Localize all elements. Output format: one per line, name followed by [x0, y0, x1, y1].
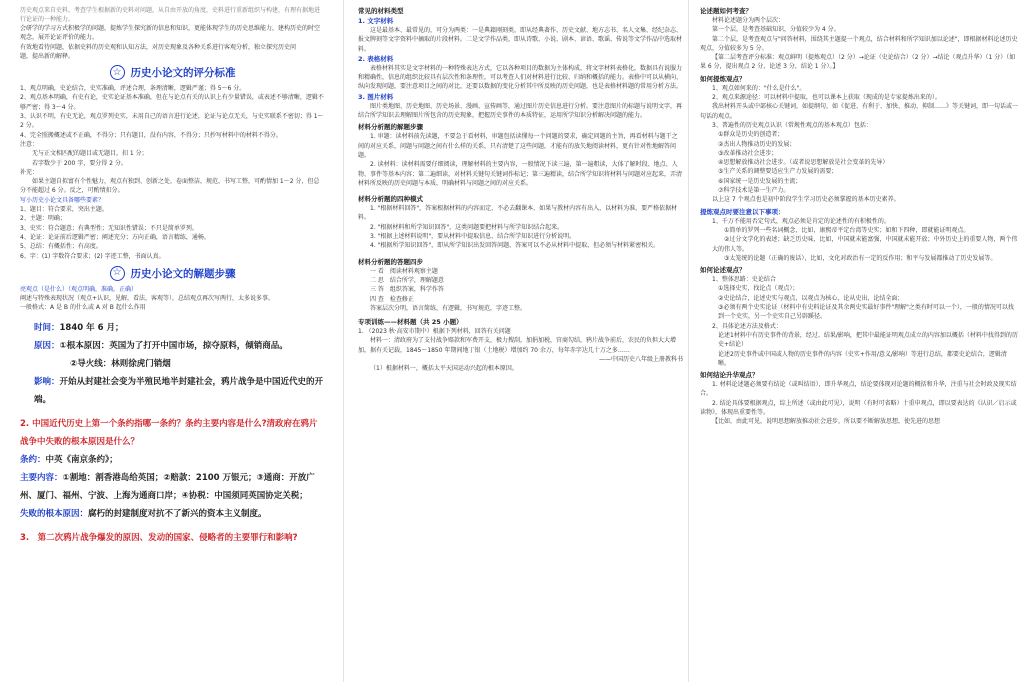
section-heading: 专项训练——材料题（共 25 小题） — [358, 318, 463, 327]
material-types: 1. 文字材料 这是最基本、最常见的，可分为两类：一是典籍刚刻类，即从经典著作、历史文献、地方志书、名人文集、经纪杂志、报文牌刻等文字资料中摘取的片段材料。二是文学作品类，即从诗歌、小说、剧本、谚语、歌谣、传说等文学作品中选取材料。 2. 表格材料 表格材料其实是文字材料的一种特殊表达方式，它以各种项目的数据为主体构成，将文字材料表格化，数据具有说服力和精确性，信息的组织比较具有层次性和条理性，可以考查人们对材料进行比较、归纳和概括的能力。表格中可以从横向、纵向发现问题，要注意项目之间的对比，还要以数据的变化分析其中所反映的历史问题，也是表格材料题的常用分析方法。 3. 图片材料 图片类地图、历史地图、历史场景、漫画、宣传画等，通过图片历史信息进行分析。要注意图片的标题与说明文字，再结合所学知识去理解图片所包含的历史现象，把握历史事件的本质特征，运用所学知识分析解决问题的能力。 — [358, 17, 683, 120]
question-2: 2. 中国近代历史上第一个条约指哪一条约？条约主要内容是什么?清政府在鸦片战争中失败的根本原因是什么？ 条约：中英《南京条约》； 主要内容：①割地：割香港岛给英国；②赔款：2100 万银元；③通商：开放广州、厦门、福州、宁波、上海为通商口岸；④协税：中国须同英国协定关税； 失败的根本原因：腐朽的封建制度对抗不了新兴的资本主义制度。 — [20, 418, 318, 519]
opium-war-block: 时间：1840 年 6 月； 原因：①根本原因：英国为了打开中国市场，掠夺原料，倾销商品。 ②导火线：林则徐虎门销烟 影响：开始从封建社会变为半殖民地半封建社会，鸦片战争是中国近代史的开端。 — [34, 322, 324, 405]
method-list: 1. 审题：读材料前先读题，不要急于看材料，审题包括读懂每一个问题的要求，确定问题的主旨，再看材料与题干之间的对应关系，问题与问题之间有什么样的关系，只有清楚了这些问题，才能有的放矢地阅读材料，更有针对性地解答问题。 2. 读材料：读材料需要仔细阅读，理解材料的主要内容，一般情况下读三遍，第一遍粗读，大体了解时段、地点、人物、事件等基本内容；第二遍细读，对材料关键句关键词作标记；第三遍精读，结合所学知识将材料与问题对应起来，弄清材料所反映的历史问题与本质，明确材料与问题之间的对应关系。 — [358, 133, 683, 187]
extract-list: 1、观点如何来的："什么是什么"。 2、观点来源途径：可以材料中提取，也可以课本上获取（现成的是专家提炼出来的）。 我出材料开头或中部核心关键词，如提纲句，如《促进、有利于、加快、推动、抑制……》等关键词，即一句话或一句话的观点。 3、普遍性的历史观点认识（常规性观点的基本观点）包括： — [700, 84, 1019, 129]
answer-steps: 一 看 阅读材料观察主题 二 思 结合所学，理解题意 三 答 组织答案，科学作答 四 查 检查修正 答案层次分明，语言简练，有逻辑，书写规范，字迹工整。 — [370, 267, 527, 312]
write-elements-link: 写小历史小论文具备哪些要素？ — [20, 196, 105, 204]
pattern-list: 1. "根据材料回答"，答案根据材料的内容而定，不必去翻课本，如果与教材内容有出入，以材料为准，要严格依据材料。 2. "根据材料和所学知识回答"，这类问题要把材料与所学知识结合起来。 3. "根据上述材料说明"，要从材料中提取信息，结合所学知识进行分析说明。 4. "根据所学知识回答"，即从所学知识出发回答问题，答案可以不必从材料中提取，但必须与材料紧密相关。 — [358, 205, 678, 250]
steps-list: 亮观点（是什么）（观点明确，准确，正确） 阐述与特殊表现状况（观点+认识，见解，看法，客观等），总结观点再次写两行，太多说多事。 一般格式：A 是 B 的什么或 A 对 B 起什么作用 — [20, 285, 275, 312]
section-heading: 如何结论升华观点？ — [700, 371, 759, 380]
exercise-block: 1. （2023 秋·高安市期中）根据下列材料，回答有关问题 材料一：清政府为了支付战争赔款和军费开支，极力搜刮，加捐加税，官商勾结，鸦片战争前后，农民的负担大大增加，据有关记载，1845～1850 年期间地丁银（土地税）增加约 70 余万，每年赤字达几十万之多…… ——中国历史八年级上册教科书 （1）根据材料一，概括太平天国运动兴起的根本原因。 — [358, 328, 683, 373]
section-title-steps: ☆ 历史小论文的解题步骤 — [20, 266, 325, 281]
section-heading: 如何提炼观点？ — [700, 74, 746, 83]
column-divider — [343, 0, 344, 682]
views-list: ①群众是历史的创造者； ②杰出人物推动历史的发展； ③改革推动社会进步； ④思想解放推动社会进步。（或者说思想解放是社会变革的先导） ⑤生产关系的调整要适应生产力发展的需要； ⑥国家统一是历史发展的主流； ⑦科学技术是第一生产力。 — [718, 131, 889, 195]
intro-text: 历史观点来自史料，考查学生根据新的史料对问题，从自由开放的角度，史料进行重新组织与构建，有理有据地进行论证的一种能力。 会研学的学习方式积极学的问题，提炼学生探究新的信息和知识，更能体现学生的历史思维能力，建构历史的时空观念，展开论证评价的能力。 有效地看待问题，依据史料的历史观和认知方法，对历史现象及各种关系进行客观分析，独立探究历史问 题，提出新的解释。 — [20, 7, 321, 60]
criteria-list: 1、观点明确，史论结合，史实准确，评述合理，条理清晰，逻辑严谨；得 5～6 分。 2、观点基本明确，有史有论，史实论证基本准确，但在与论点有关的认识上有少量错误，或表述不够清晰，逻辑不够严密；得 3～4 分。 3、认识不明，有史无论，观点罗列史实，未用自己的语言进行论述，论证与论点无关，与史实联系不密切；得 1～2 分。 4、完全照搬概述或不正确，不得分；只有题目，没有内容，不得分；只抄写材料中的材料不得分。 注意： 无与正文相匹配的题目或无题目，扣 1 分； 若字数少于 200 字，要分得 2 分。 补充： 如果主题自拟富有个性魅力，观点有独到、创新之处，卷面整洁，规范，书写工整，可酌情加 1～2 分，但总分不能超过 6 分。反之，可酌情扣分。 写小历史小论文具备哪些要素？ 1、题目：符合要求，突出主题。 2、主题：明确； 3、史实：符合题意；有典型性；无知识性错误；不只是简单罗列。 4、论证：论证前后逻辑严密；阐述充分；方向正确，语言精练，通畅。 5、总结：有概括性；有高度。 6、字：(1) 字数符合要求；(2) 字迹工整，书面认真。 — [20, 85, 324, 260]
left-page — [0, 0, 335, 682]
summary-list: 1. 材料论述题必须要有结论（或叫结语），即升华观点，结论要体现对论题的概括和升华，注重与社会时政及现实结合。 2. 结论具体要根据观点，综上所述（或由此可见），说明（有时可省略）十重申观点，即以要表达的《认识／启示或读物》，体现出重要性等。 【比如，由此可见，说明思想解放推动社会进步，所以要不断解放思想，使先进的思想 — [700, 381, 1017, 426]
argue-list: 1、整体思路：史论结合 ①选择史实，找论点（观点）； ②史论结合，论述史实与观点，以观点为核心，论从史出，论结全面； ③必须有两个史实论证（材料中有史料论证及其余两史实最好事件"理解"之类有时可以一个），一般的情况可以找到一个史实，另一个史实自己另辟蹊径。 2、具体论述方法及格式： 论述1材料中有历史事件的背景，经过、结果/影响，把其中最能证明观点成立的内容加以概括（材料中找得到的历史+结论） 论述2历史事件或中国或人物的历史事件的内容（史实+作用/意义/影响）等进行总结，都要史论结合，逻辑清晰。 — [712, 276, 1018, 367]
star-icon: ☆ — [110, 266, 125, 281]
section-heading: 提炼观点时要注意以下事项： — [700, 207, 785, 216]
middle-page — [348, 0, 693, 682]
right-page: 论述题如何考查？ 材料论述题分为两个层次： 第一个层，是考查基础知识，分值较少为 4 分。 第二个层，是考查观点与"问答材料，围绕其主题提一个观点，结合材料和所学知识加以论述"，即根据材料论述历史观点，分值较多为 5 分。 【第二层考查评分标准：观点鲜明（提炼观点）（2 分）→论证（史论结合）（2 分）→结论（观点升华）（1 分）（如果 6 分，提出观点 2 分，论述 3 分，结论 1 分）。】 如何提炼观点？ 1、观点如何来的："什么是什么"。 2、观点来源途径：可以材料中提取，也可以课本上获取（现成的是专家提炼出来的）。 我出材料开头或中部核心关键词，如提纲句，如《促进、有利于、加快、推动、抑制……》等关键词，即一句话或一句话的观点。 3、普遍性的历史观点认识（常规性观点的基本观点）包括： ①群众是历史的创造者； ②杰出人物推动历史的发展； ③改革推动社会进步； ④思想解放推动社会进步。（或者说思想解放是社会变革的先导） ⑤生产关系的调整要适应生产力发展的需要； ⑥国家统一是历史发展的主流； ⑦科学技术是第一生产力。 以上这 7 个观点也是初中阶段学生学习历史必须掌握的基本历史素养。 提炼观点时要注意以下事项： 1、千万不能用否定句式，观点必须是肯定的论述性的有积极性的。 ①简单的罗列一些名词概念，比如，康熙帝平定台湾等史实；如和下四种，即就能证明观点。 ②过分文学化的表述；缺乏历史味，比如，中国就未能富强，中国就未能开放；中外历史上的重要人物，两个伟大的伟人等。 ③太笼统的论题（正确的废话），比如，文化对政治有一定的反作用；和平与发展都推动了历史发展等。 如何论述观点？ 1、整体思路：史论结合 ①选择史实，找论点（观点）； ②史论结合，论述史实与观点，以观点为核心，论从史出，论结全面； ③必须有两个史实论证（材料中有史料论证及其余两史实最好事件"理解"之类有时可以一个），一般的情况可以找到一个史实，另一个史实自己另辟蹊径。 2、具体论述方法及格式： 论述1材料中有历史事件的背景，经过、结果/影响，把其中最能证明观点成立的内容加以概括（材料中找得到的历史+结论） 论述2历史事件或中国或人物的历史事件的内容（史实+作用/意义/影响）等进行总结，都要史论结合，逻辑清晰。 如何结论升华观点？ 1. 材料论述题必须要有结论（或叫结语），即升华观点，结论要体现对论题的概括和升华，注重与社会时政及现实结合。 2. 结论具体要根据观点，综上所述（或由此可见），说明（有时可省略）十重申观点，即以要表达的《认识／启示或读物》，体现出重要性等。 【比如，由此可见，说明思想解放推动社会进步，所以要不断解放思想，使先进的思想 — [700, 7, 1019, 426]
notice-list: ①简单的罗列一些名词概念，比如，康熙帝平定台湾等史实；如和下四种，即就能证明观点。 ②过分文学化的表述；缺乏历史味，比如，中国就未能富强，中国就未能开放；中外历史上的重要人物，两个伟大的伟人等。 ③太笼统的论题（正确的废话），比如，文化对政治有一定的反作用；和平与发展都推动了历史发展等。 — [712, 226, 1018, 262]
section-heading: 材料分析题的四种模式 — [358, 195, 423, 204]
section-heading: 如何论述观点？ — [700, 266, 746, 275]
section-title-criteria: ☆ 历史小论文的评分标准 — [20, 65, 325, 80]
section-heading: 材料分析题的解题步骤 — [358, 123, 423, 132]
section-heading: 论述题如何考查？ — [700, 7, 752, 15]
section-heading: 材料分析题的答题四步 — [358, 257, 423, 266]
star-icon: ☆ — [110, 65, 125, 80]
question-3: 3. 第二次鸦片战争爆发的原因、发动的国家、侵略者的主要罪行和影响? — [20, 532, 298, 543]
section-heading: 常见的材料类型 — [358, 7, 404, 15]
